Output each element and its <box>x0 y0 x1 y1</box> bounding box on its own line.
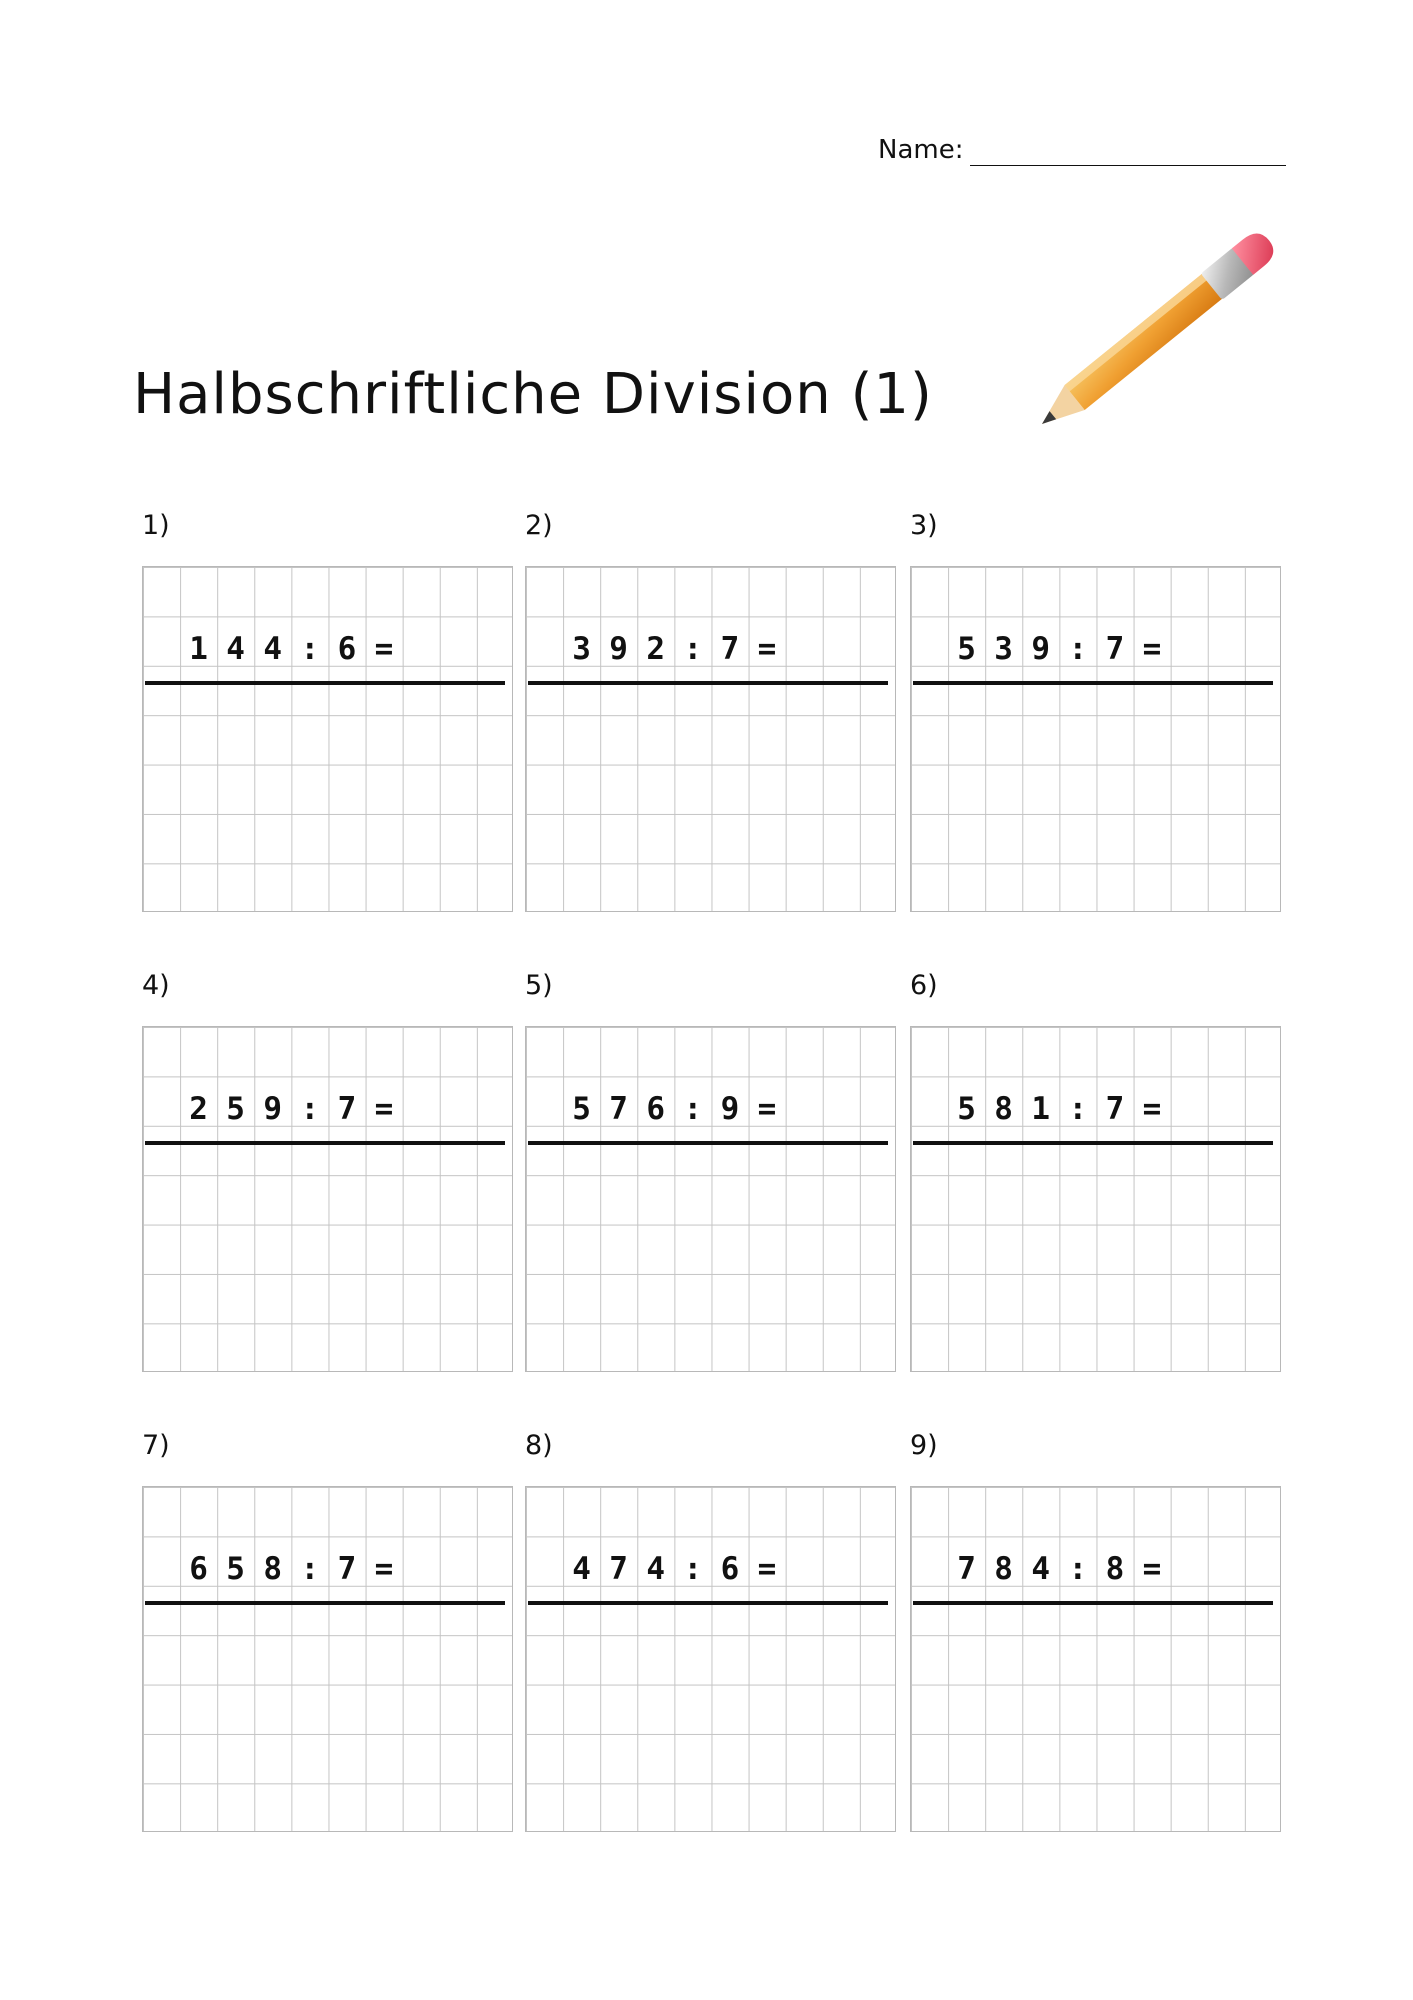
squared-grid[interactable] <box>910 566 1281 912</box>
squared-grid[interactable] <box>910 1026 1281 1372</box>
equals-sign: = <box>374 631 394 667</box>
divisor: 7 <box>720 631 740 667</box>
division-sign: : <box>683 1551 703 1587</box>
equals-sign: = <box>1142 1551 1162 1587</box>
division-expression <box>180 625 403 673</box>
dividend-digit: 9 <box>1031 631 1051 667</box>
dividend-digit: 6 <box>189 1551 208 1587</box>
equals-sign: = <box>757 631 777 667</box>
division-expression <box>180 1545 403 1593</box>
division-expression <box>180 1085 403 1133</box>
dividend-digit: 4 <box>226 631 245 667</box>
division-sign: : <box>1068 631 1088 667</box>
separator-line <box>528 1141 888 1145</box>
squared-grid[interactable] <box>910 1486 1281 1832</box>
dividend-digit: 9 <box>263 1091 283 1127</box>
divisor: 7 <box>1105 631 1125 667</box>
dividend-digit: 2 <box>646 631 666 667</box>
division-expression <box>948 625 1171 673</box>
dividend-digit: 3 <box>572 631 591 667</box>
dividend-digit: 7 <box>957 1551 976 1587</box>
dividend-digit: 5 <box>572 1091 591 1127</box>
division-expression <box>563 625 786 673</box>
dividend-digit: 4 <box>572 1551 591 1587</box>
dividend-digit: 5 <box>226 1091 245 1127</box>
squared-grid[interactable] <box>525 1486 896 1832</box>
problem-label: 1) <box>142 510 170 541</box>
division-sign: : <box>300 631 320 667</box>
division-sign: : <box>1068 1091 1088 1127</box>
pencil-icon <box>1036 228 1281 438</box>
problem-label: 7) <box>142 1430 170 1461</box>
division-expression <box>948 1545 1171 1593</box>
squared-grid[interactable] <box>525 566 896 912</box>
squared-grid[interactable] <box>142 566 513 912</box>
problem-label: 5) <box>525 970 553 1001</box>
separator-line <box>145 1601 505 1605</box>
separator-line <box>145 1141 505 1145</box>
divisor: 7 <box>1105 1091 1125 1127</box>
equals-sign: = <box>374 1091 394 1127</box>
name-label: Name: <box>878 135 964 165</box>
dividend-digit: 5 <box>957 1091 976 1127</box>
dividend-digit: 8 <box>994 1551 1013 1587</box>
problem-label: 3) <box>910 510 938 541</box>
dividend-digit: 5 <box>226 1551 245 1587</box>
problem-label: 4) <box>142 970 170 1001</box>
separator-line <box>913 1141 1273 1145</box>
problem-label: 6) <box>910 970 938 1001</box>
dividend-digit: 2 <box>189 1091 208 1127</box>
division-sign: : <box>683 631 703 667</box>
separator-line <box>913 1601 1273 1605</box>
divisor: 7 <box>337 1551 357 1587</box>
division-sign: : <box>683 1091 703 1127</box>
divisor: 6 <box>720 1551 740 1587</box>
separator-line <box>528 1601 888 1605</box>
dividend-digit: 8 <box>263 1551 283 1587</box>
separator-line <box>145 681 505 685</box>
divisor: 8 <box>1105 1551 1125 1587</box>
dividend-digit: 4 <box>263 631 283 667</box>
equals-sign: = <box>757 1091 777 1127</box>
worksheet-title: Halbschriftliche Division (1) <box>133 362 933 427</box>
dividend-digit: 1 <box>1031 1091 1051 1127</box>
squared-grid[interactable] <box>142 1026 513 1372</box>
dividend-digit: 7 <box>609 1091 628 1127</box>
equals-sign: = <box>1142 631 1162 667</box>
problem-label: 8) <box>525 1430 553 1461</box>
dividend-digit: 3 <box>994 631 1013 667</box>
dividend-digit: 1 <box>189 631 208 667</box>
division-expression <box>948 1085 1171 1133</box>
divisor: 7 <box>337 1091 357 1127</box>
dividend-digit: 6 <box>646 1091 666 1127</box>
dividend-digit: 4 <box>646 1551 666 1587</box>
equals-sign: = <box>1142 1091 1162 1127</box>
dividend-digit: 7 <box>609 1551 628 1587</box>
division-sign: : <box>300 1091 320 1127</box>
dividend-digit: 9 <box>609 631 628 667</box>
name-write-line[interactable] <box>970 165 1286 166</box>
squared-grid[interactable] <box>142 1486 513 1832</box>
dividend-digit: 5 <box>957 631 976 667</box>
separator-line <box>913 681 1273 685</box>
squared-grid[interactable] <box>525 1026 896 1372</box>
divisor: 6 <box>337 631 357 667</box>
dividend-digit: 4 <box>1031 1551 1051 1587</box>
problem-label: 9) <box>910 1430 938 1461</box>
name-field <box>878 135 1288 175</box>
division-sign: : <box>1068 1551 1088 1587</box>
separator-line <box>528 681 888 685</box>
divisor: 9 <box>720 1091 740 1127</box>
division-expression <box>563 1085 786 1133</box>
equals-sign: = <box>374 1551 394 1587</box>
equals-sign: = <box>757 1551 777 1587</box>
division-sign: : <box>300 1551 320 1587</box>
dividend-digit: 8 <box>994 1091 1013 1127</box>
problem-label: 2) <box>525 510 553 541</box>
division-expression <box>563 1545 786 1593</box>
